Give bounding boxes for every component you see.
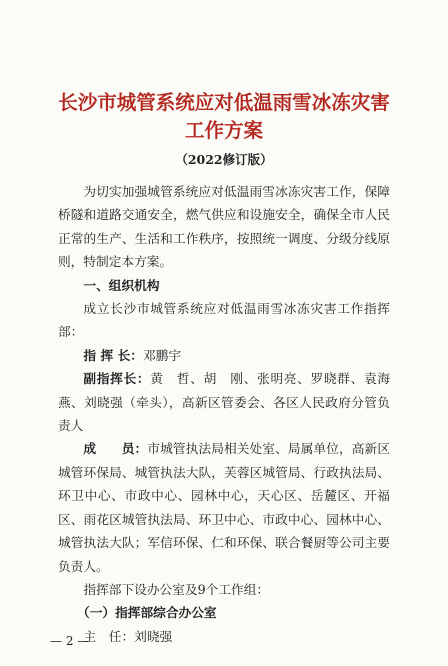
members-line <box>58 437 390 577</box>
intro-paragraph: 为切实加强城管系统应对低温雨雪冰冻灾害工作，保障桥隧和道路交通安全，燃气供应和设施安全，确保全市人民正常的生产、生活和工作秩序，按照统一调度、分级分线原则，特制定本方案。 <box>58 184 390 270</box>
deputy-commander-line <box>58 367 390 437</box>
document-title-line-2: 工作方案 <box>184 119 263 142</box>
office-note-paragraph: 指挥部下设办公室及9个工作组： <box>83 581 270 597</box>
document-body <box>58 180 390 648</box>
deputy-commander-value: 黄 哲、胡 刚、张明亮、罗晓群、袁海燕、刘晓强（牵头），高新区管委会、各区人民政府分管负责人 <box>58 371 391 434</box>
deputy-commander-label: 副指挥长： <box>83 371 151 387</box>
director-value: 刘晓强 <box>134 628 173 644</box>
commander-value: 邓鹏宇 <box>142 347 182 363</box>
commander-line <box>58 344 390 367</box>
director-label: 主 任： <box>83 628 135 644</box>
establishment-paragraph: 成立长沙市城管系统应对低温雨雪冰冻灾害工作指挥部： <box>58 301 390 340</box>
section-heading-organization: 一、组织机构 <box>83 277 160 293</box>
page-number: — 2 — <box>50 634 90 648</box>
document-subtitle: （2022修订版） <box>175 152 273 167</box>
sub-heading-general-office: （一）指挥部综合办公室 <box>77 605 217 621</box>
director-line <box>58 625 390 648</box>
commander-label: 指 挥 长： <box>83 347 143 363</box>
document-title-line-1: 长沙市城管系统应对低温雨雪冰冻灾害 <box>58 91 390 114</box>
members-value: 市城管执法局相关处室、局属单位，高新区城管环保局、城管执法大队，芙蓉区城管局、行政执法局、环卫中心、市政中心、园林中心，天心区、岳麓区、开福区、雨花区城管执法局、环卫中心、市政中心、园林中心、城管执法大队；军信环保、仁和环保、联合餐厨等公司主要负责人。 <box>58 441 391 574</box>
members-label: 成 员： <box>83 441 148 457</box>
